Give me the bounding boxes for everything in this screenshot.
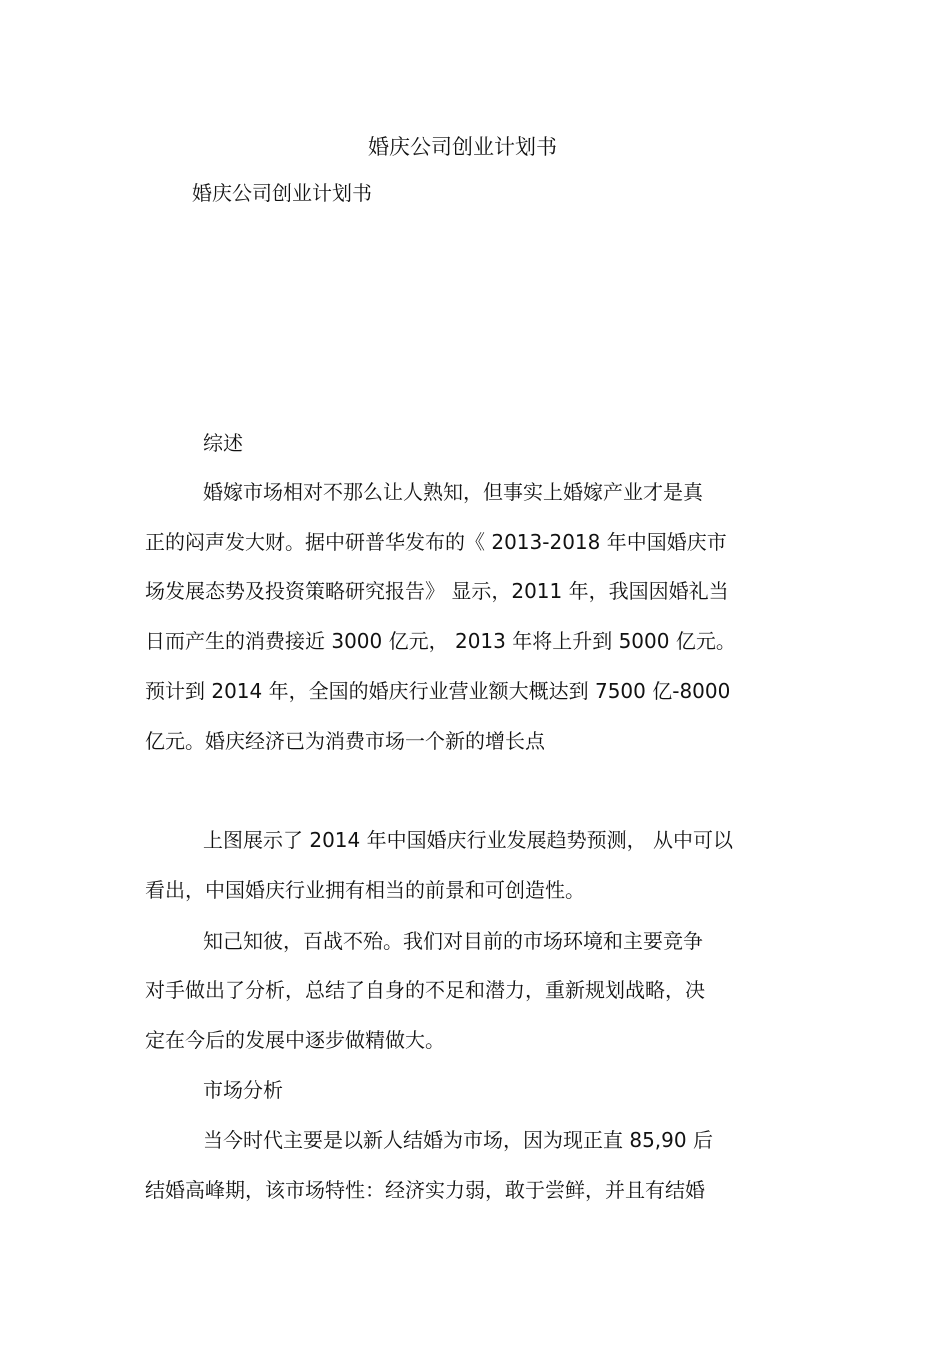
paragraph-line: 定在今后的发展中逐步做精做大。 <box>145 1028 445 1052</box>
section-heading-overview: 综述 <box>203 431 243 455</box>
paragraph-line: 正的闷声发大财。据中研普华发布的《 2013-2018 年中国婚庆市 <box>145 530 727 554</box>
paragraph-line: 对手做出了分析，总结了自身的不足和潜力，重新规划战略，决 <box>145 978 705 1002</box>
document-subtitle: 婚庆公司创业计划书 <box>192 181 372 205</box>
section-heading-market: 市场分析 <box>203 1078 283 1102</box>
paragraph-line: 亿元。婚庆经济已为消费市场一个新的增长点 <box>145 729 545 753</box>
paragraph-line: 预计到 2014 年，全国的婚庆行业营业额大概达到 7500 亿-8000 <box>145 679 731 703</box>
paragraph-line: 婚嫁市场相对不那么让人熟知，但事实上婚嫁产业才是真 <box>203 480 703 504</box>
paragraph-line: 上图展示了 2014 年中国婚庆行业发展趋势预测， 从中可以 <box>203 828 733 852</box>
paragraph-line: 当今时代主要是以新人结婚为市场，因为现正直 85,90 后 <box>203 1128 713 1152</box>
paragraph-line: 看出，中国婚庆行业拥有相当的前景和可创造性。 <box>145 878 585 902</box>
document-title: 婚庆公司创业计划书 <box>368 135 557 159</box>
paragraph-line: 日而产生的消费接近 3000 亿元， 2013 年将上升到 5000 亿元。 <box>145 629 736 653</box>
paragraph-line: 结婚高峰期，该市场特性：经济实力弱，敢于尝鲜，并且有结婚 <box>145 1178 705 1202</box>
paragraph-line: 场发展态势及投资策略研究报告》 显示，2011 年，我国因婚礼当 <box>145 579 729 603</box>
paragraph-line: 知己知彼，百战不殆。我们对目前的市场环境和主要竞争 <box>203 929 703 953</box>
